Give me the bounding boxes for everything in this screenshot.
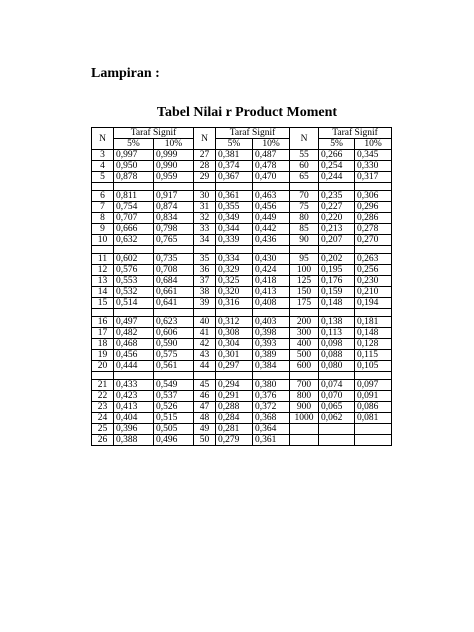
n-cell: 50 — [194, 435, 216, 446]
n-cell: 600 — [290, 361, 319, 372]
r-10pct-cell: 0,256 — [355, 265, 392, 276]
r-5pct-cell: 0,235 — [319, 191, 355, 202]
r-5pct-cell: 0,288 — [216, 402, 253, 413]
r-5pct-cell: 0,396 — [114, 424, 154, 435]
n-cell: 32 — [194, 213, 216, 224]
r-5pct-cell: 0,553 — [114, 276, 154, 287]
separator-cell — [355, 372, 392, 380]
n-cell: 27 — [194, 150, 216, 161]
n-cell: 38 — [194, 287, 216, 298]
r-5pct-cell: 0,468 — [114, 339, 154, 350]
r-5pct-cell: 0,301 — [216, 350, 253, 361]
n-cell: 500 — [290, 350, 319, 361]
separator-cell — [154, 372, 194, 380]
r-5pct-cell: 0,367 — [216, 172, 253, 183]
separator-cell — [216, 372, 253, 380]
separator-cell — [92, 309, 114, 317]
n-cell: 1000 — [290, 413, 319, 424]
table-row — [92, 287, 392, 298]
table-row — [92, 265, 392, 276]
n-cell: 40 — [194, 317, 216, 328]
table-row — [92, 339, 392, 350]
separator-cell — [216, 309, 253, 317]
separator-cell — [194, 372, 216, 380]
n-cell: 4 — [92, 161, 114, 172]
r-5pct-cell: 0,374 — [216, 161, 253, 172]
separator-cell — [154, 183, 194, 191]
n-cell: 44 — [194, 361, 216, 372]
r-10pct-cell: 0,105 — [355, 361, 392, 372]
n-cell: 7 — [92, 202, 114, 213]
n-cell — [290, 435, 319, 446]
separator-cell — [290, 246, 319, 254]
r-10pct-cell: 0,376 — [253, 391, 290, 402]
separator-cell — [216, 246, 253, 254]
table-row — [92, 361, 392, 372]
r-10pct-cell: 0,834 — [154, 213, 194, 224]
n-cell: 85 — [290, 224, 319, 235]
header-n-2: N — [194, 128, 216, 150]
separator-cell — [154, 246, 194, 254]
table-row — [92, 380, 392, 391]
n-cell: 80 — [290, 213, 319, 224]
r-5pct-cell: 0,138 — [319, 317, 355, 328]
table-row — [92, 298, 392, 309]
table-row — [92, 402, 392, 413]
n-cell: 5 — [92, 172, 114, 183]
separator-cell — [114, 246, 154, 254]
r-product-moment-table — [91, 127, 392, 446]
header-taraf-signif-3: Taraf Signif — [319, 128, 392, 139]
n-cell: 3 — [92, 150, 114, 161]
n-cell — [290, 424, 319, 435]
n-cell: 90 — [290, 235, 319, 246]
r-5pct-cell: 0,878 — [114, 172, 154, 183]
table-title: Tabel Nilai r Product Moment — [156, 105, 338, 120]
r-5pct-cell: 0,148 — [319, 298, 355, 309]
separator-cell — [114, 183, 154, 191]
n-cell: 900 — [290, 402, 319, 413]
separator-cell — [355, 309, 392, 317]
r-10pct-cell: 0,561 — [154, 361, 194, 372]
n-cell: 29 — [194, 172, 216, 183]
r-5pct-cell: 0,532 — [114, 287, 154, 298]
n-cell: 43 — [194, 350, 216, 361]
n-cell: 30 — [194, 191, 216, 202]
separator-cell — [319, 372, 355, 380]
r-5pct-cell: 0,355 — [216, 202, 253, 213]
separator-cell — [154, 309, 194, 317]
r-10pct-cell: 0,478 — [253, 161, 290, 172]
r-5pct-cell: 0,074 — [319, 380, 355, 391]
r-10pct-cell: 0,436 — [253, 235, 290, 246]
r-10pct-cell: 0,959 — [154, 172, 194, 183]
r-10pct-cell: 0,194 — [355, 298, 392, 309]
r-5pct-cell: 0,349 — [216, 213, 253, 224]
r-5pct-cell: 0,254 — [319, 161, 355, 172]
table-row — [92, 391, 392, 402]
r-10pct-cell: 0,623 — [154, 317, 194, 328]
r-10pct-cell: 0,384 — [253, 361, 290, 372]
r-10pct-cell: 0,389 — [253, 350, 290, 361]
table-row — [92, 172, 392, 183]
n-cell: 25 — [92, 424, 114, 435]
separator-cell — [92, 372, 114, 380]
r-10pct-cell: 0,317 — [355, 172, 392, 183]
r-5pct-cell: 0,444 — [114, 361, 154, 372]
table-row — [92, 276, 392, 287]
r-10pct-cell: 0,361 — [253, 435, 290, 446]
table-row — [92, 254, 392, 265]
separator-cell — [253, 372, 290, 380]
n-cell: 12 — [92, 265, 114, 276]
table-row — [92, 413, 392, 424]
r-5pct-cell: 0,088 — [319, 350, 355, 361]
n-cell: 9 — [92, 224, 114, 235]
table-row — [92, 150, 392, 161]
r-10pct-cell: 0,798 — [154, 224, 194, 235]
separator-cell — [253, 309, 290, 317]
separator-cell — [92, 246, 114, 254]
n-cell: 400 — [290, 339, 319, 350]
separator-cell — [319, 309, 355, 317]
r-5pct-cell: 0,202 — [319, 254, 355, 265]
separator-cell — [194, 246, 216, 254]
r-5pct-cell: 0,325 — [216, 276, 253, 287]
table-row — [92, 424, 392, 435]
r-10pct-cell: 0,505 — [154, 424, 194, 435]
r-5pct-cell: 0,291 — [216, 391, 253, 402]
separator-cell — [290, 183, 319, 191]
r-10pct-cell: 0,286 — [355, 213, 392, 224]
r-5pct-cell: 0,284 — [216, 413, 253, 424]
r-10pct-cell: 0,537 — [154, 391, 194, 402]
header-n-1: N — [92, 128, 114, 150]
n-cell: 20 — [92, 361, 114, 372]
table-separator-row — [92, 372, 392, 380]
r-10pct-cell: 0,641 — [154, 298, 194, 309]
separator-cell — [114, 372, 154, 380]
r-5pct-cell: 0,632 — [114, 235, 154, 246]
r-5pct-cell: 0,339 — [216, 235, 253, 246]
table-row — [92, 224, 392, 235]
r-10pct-cell: 0,590 — [154, 339, 194, 350]
n-cell: 70 — [290, 191, 319, 202]
r-5pct-cell — [319, 435, 355, 446]
r-10pct-cell: 0,408 — [253, 298, 290, 309]
r-5pct-cell: 0,244 — [319, 172, 355, 183]
r-5pct-cell: 0,482 — [114, 328, 154, 339]
r-10pct-cell: 0,470 — [253, 172, 290, 183]
r-5pct-cell: 0,707 — [114, 213, 154, 224]
r-10pct-cell: 0,393 — [253, 339, 290, 350]
n-cell: 37 — [194, 276, 216, 287]
n-cell: 33 — [194, 224, 216, 235]
r-5pct-cell: 0,381 — [216, 150, 253, 161]
n-cell: 39 — [194, 298, 216, 309]
table-row — [92, 435, 392, 446]
r-10pct-cell: 0,463 — [253, 191, 290, 202]
r-5pct-cell: 0,294 — [216, 380, 253, 391]
r-10pct-cell: 0,606 — [154, 328, 194, 339]
r-5pct-cell: 0,065 — [319, 402, 355, 413]
header-5pct-1: 5% — [114, 139, 154, 150]
table-row — [92, 213, 392, 224]
table-body — [92, 150, 392, 446]
n-cell: 100 — [290, 265, 319, 276]
header-5pct-3: 5% — [319, 139, 355, 150]
r-5pct-cell: 0,227 — [319, 202, 355, 213]
n-cell: 65 — [290, 172, 319, 183]
n-cell: 35 — [194, 254, 216, 265]
n-cell: 36 — [194, 265, 216, 276]
n-cell: 47 — [194, 402, 216, 413]
table-row — [92, 235, 392, 246]
n-cell: 45 — [194, 380, 216, 391]
r-5pct-cell: 0,320 — [216, 287, 253, 298]
n-cell: 95 — [290, 254, 319, 265]
r-10pct-cell: 0,456 — [253, 202, 290, 213]
separator-cell — [253, 246, 290, 254]
table-header-row-2 — [92, 139, 392, 150]
separator-cell — [114, 309, 154, 317]
n-cell: 150 — [290, 287, 319, 298]
r-10pct-cell: 0,403 — [253, 317, 290, 328]
n-cell: 41 — [194, 328, 216, 339]
r-10pct-cell: 0,330 — [355, 161, 392, 172]
r-10pct-cell — [355, 424, 392, 435]
n-cell: 18 — [92, 339, 114, 350]
r-10pct-cell: 0,086 — [355, 402, 392, 413]
r-5pct-cell: 0,176 — [319, 276, 355, 287]
r-10pct-cell: 0,296 — [355, 202, 392, 213]
n-cell: 55 — [290, 150, 319, 161]
r-10pct-cell: 0,306 — [355, 191, 392, 202]
r-5pct-cell: 0,159 — [319, 287, 355, 298]
header-10pct-1: 10% — [154, 139, 194, 150]
table-row — [92, 350, 392, 361]
n-cell: 75 — [290, 202, 319, 213]
r-10pct-cell: 0,487 — [253, 150, 290, 161]
r-5pct-cell: 0,361 — [216, 191, 253, 202]
n-cell: 48 — [194, 413, 216, 424]
n-cell: 16 — [92, 317, 114, 328]
r-5pct-cell: 0,281 — [216, 424, 253, 435]
r-5pct-cell: 0,404 — [114, 413, 154, 424]
r-10pct-cell: 0,526 — [154, 402, 194, 413]
table-separator-row — [92, 309, 392, 317]
r-10pct-cell: 0,270 — [355, 235, 392, 246]
n-cell: 22 — [92, 391, 114, 402]
n-cell: 11 — [92, 254, 114, 265]
table-separator-row — [92, 246, 392, 254]
r-10pct-cell: 0,368 — [253, 413, 290, 424]
r-5pct-cell — [319, 424, 355, 435]
separator-cell — [92, 183, 114, 191]
r-10pct-cell: 0,210 — [355, 287, 392, 298]
separator-cell — [194, 309, 216, 317]
n-cell: 60 — [290, 161, 319, 172]
separator-cell — [319, 246, 355, 254]
r-10pct-cell: 0,449 — [253, 213, 290, 224]
n-cell: 800 — [290, 391, 319, 402]
n-cell: 8 — [92, 213, 114, 224]
header-n-3: N — [290, 128, 319, 150]
table-row — [92, 202, 392, 213]
n-cell: 15 — [92, 298, 114, 309]
r-10pct-cell: 0,364 — [253, 424, 290, 435]
r-5pct-cell: 0,344 — [216, 224, 253, 235]
r-10pct-cell: 0,684 — [154, 276, 194, 287]
r-5pct-cell: 0,207 — [319, 235, 355, 246]
r-5pct-cell: 0,062 — [319, 413, 355, 424]
r-10pct-cell: 0,917 — [154, 191, 194, 202]
r-10pct-cell: 0,398 — [253, 328, 290, 339]
table-header-row-1 — [92, 128, 392, 139]
r-5pct-cell: 0,388 — [114, 435, 154, 446]
header-taraf-signif-2: Taraf Signif — [216, 128, 290, 139]
separator-cell — [290, 372, 319, 380]
r-10pct-cell — [355, 435, 392, 446]
table-row — [92, 191, 392, 202]
r-5pct-cell: 0,195 — [319, 265, 355, 276]
n-cell: 13 — [92, 276, 114, 287]
r-10pct-cell: 0,263 — [355, 254, 392, 265]
r-5pct-cell: 0,602 — [114, 254, 154, 265]
table-row — [92, 161, 392, 172]
n-cell: 34 — [194, 235, 216, 246]
r-5pct-cell: 0,080 — [319, 361, 355, 372]
table-row — [92, 317, 392, 328]
r-5pct-cell: 0,497 — [114, 317, 154, 328]
n-cell: 26 — [92, 435, 114, 446]
r-10pct-cell: 0,413 — [253, 287, 290, 298]
r-5pct-cell: 0,113 — [319, 328, 355, 339]
table-row — [92, 328, 392, 339]
r-5pct-cell: 0,329 — [216, 265, 253, 276]
separator-cell — [290, 309, 319, 317]
r-5pct-cell: 0,754 — [114, 202, 154, 213]
n-cell: 6 — [92, 191, 114, 202]
separator-cell — [319, 183, 355, 191]
n-cell: 300 — [290, 328, 319, 339]
r-10pct-cell: 0,230 — [355, 276, 392, 287]
lampiran-heading: Lampiran : — [91, 66, 160, 81]
r-5pct-cell: 0,308 — [216, 328, 253, 339]
r-10pct-cell: 0,148 — [355, 328, 392, 339]
r-5pct-cell: 0,423 — [114, 391, 154, 402]
r-5pct-cell: 0,997 — [114, 150, 154, 161]
r-5pct-cell: 0,576 — [114, 265, 154, 276]
r-5pct-cell: 0,514 — [114, 298, 154, 309]
header-taraf-signif-1: Taraf Signif — [114, 128, 194, 139]
n-cell: 24 — [92, 413, 114, 424]
r-10pct-cell: 0,765 — [154, 235, 194, 246]
r-5pct-cell: 0,213 — [319, 224, 355, 235]
r-10pct-cell: 0,549 — [154, 380, 194, 391]
n-cell: 19 — [92, 350, 114, 361]
n-cell: 21 — [92, 380, 114, 391]
r-5pct-cell: 0,433 — [114, 380, 154, 391]
r-10pct-cell: 0,575 — [154, 350, 194, 361]
r-5pct-cell: 0,098 — [319, 339, 355, 350]
r-10pct-cell: 0,081 — [355, 413, 392, 424]
r-10pct-cell: 0,442 — [253, 224, 290, 235]
r-5pct-cell: 0,312 — [216, 317, 253, 328]
r-10pct-cell: 0,097 — [355, 380, 392, 391]
r-10pct-cell: 0,181 — [355, 317, 392, 328]
r-5pct-cell: 0,413 — [114, 402, 154, 413]
n-cell: 49 — [194, 424, 216, 435]
separator-cell — [194, 183, 216, 191]
n-cell: 46 — [194, 391, 216, 402]
table-separator-row — [92, 183, 392, 191]
r-10pct-cell: 0,091 — [355, 391, 392, 402]
n-cell: 125 — [290, 276, 319, 287]
r-5pct-cell: 0,266 — [319, 150, 355, 161]
r-5pct-cell: 0,811 — [114, 191, 154, 202]
r-5pct-cell: 0,666 — [114, 224, 154, 235]
r-10pct-cell: 0,661 — [154, 287, 194, 298]
r-5pct-cell: 0,297 — [216, 361, 253, 372]
n-cell: 14 — [92, 287, 114, 298]
r-10pct-cell: 0,115 — [355, 350, 392, 361]
r-5pct-cell: 0,304 — [216, 339, 253, 350]
n-cell: 17 — [92, 328, 114, 339]
r-5pct-cell: 0,334 — [216, 254, 253, 265]
n-cell: 42 — [194, 339, 216, 350]
n-cell: 31 — [194, 202, 216, 213]
n-cell: 23 — [92, 402, 114, 413]
r-5pct-cell: 0,316 — [216, 298, 253, 309]
n-cell: 200 — [290, 317, 319, 328]
r-10pct-cell: 0,999 — [154, 150, 194, 161]
n-cell: 10 — [92, 235, 114, 246]
n-cell: 28 — [194, 161, 216, 172]
header-10pct-3: 10% — [355, 139, 392, 150]
r-5pct-cell: 0,279 — [216, 435, 253, 446]
header-5pct-2: 5% — [216, 139, 253, 150]
r-10pct-cell: 0,424 — [253, 265, 290, 276]
separator-cell — [355, 246, 392, 254]
r-10pct-cell: 0,278 — [355, 224, 392, 235]
r-10pct-cell: 0,515 — [154, 413, 194, 424]
r-10pct-cell: 0,735 — [154, 254, 194, 265]
separator-cell — [216, 183, 253, 191]
r-10pct-cell: 0,128 — [355, 339, 392, 350]
r-10pct-cell: 0,372 — [253, 402, 290, 413]
separator-cell — [253, 183, 290, 191]
r-10pct-cell: 0,708 — [154, 265, 194, 276]
r-10pct-cell: 0,874 — [154, 202, 194, 213]
r-10pct-cell: 0,345 — [355, 150, 392, 161]
r-10pct-cell: 0,496 — [154, 435, 194, 446]
r-5pct-cell: 0,070 — [319, 391, 355, 402]
separator-cell — [355, 183, 392, 191]
r-10pct-cell: 0,990 — [154, 161, 194, 172]
n-cell: 175 — [290, 298, 319, 309]
r-10pct-cell: 0,430 — [253, 254, 290, 265]
r-10pct-cell: 0,418 — [253, 276, 290, 287]
r-5pct-cell: 0,950 — [114, 161, 154, 172]
header-10pct-2: 10% — [253, 139, 290, 150]
r-5pct-cell: 0,220 — [319, 213, 355, 224]
r-10pct-cell: 0,380 — [253, 380, 290, 391]
n-cell: 700 — [290, 380, 319, 391]
r-5pct-cell: 0,456 — [114, 350, 154, 361]
